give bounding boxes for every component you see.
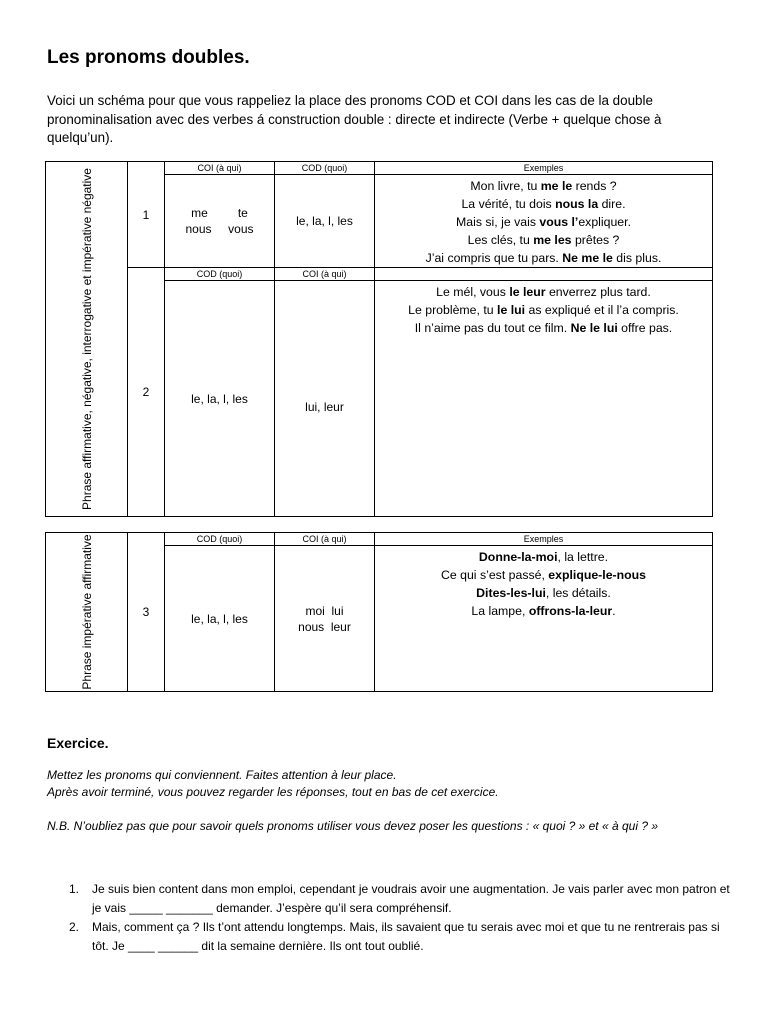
row-number-3: 3 xyxy=(128,533,165,692)
question-item xyxy=(47,880,737,918)
table1-row1-col1-header: COI (à qui) xyxy=(165,162,275,175)
pronoun-highlight: me les xyxy=(533,233,572,247)
table2-examples-header: Exemples xyxy=(375,533,713,546)
table2-coi-cell xyxy=(275,546,375,692)
coi-pronouns-line1: me te xyxy=(191,206,248,220)
pronoun-highlight: offrons-la-leur xyxy=(528,604,613,618)
pronoun-table-2 xyxy=(45,532,713,692)
question-text: Mais, comment ça ? Ils t’ont attendu longtemps. Mais, ils savaient que tu serais avec moi et que tu ne rentrerais pas si tôt. Je ____ ______ dit la semaine dernière. Ils ont tout oublié. xyxy=(92,920,720,953)
table2-examples xyxy=(375,546,713,692)
table1-side-label: Phrase affirmative, négative, interrogative et impérative négative xyxy=(79,168,94,510)
table1-row1-examples xyxy=(375,175,713,268)
question-item xyxy=(47,918,737,956)
question-list xyxy=(47,880,737,956)
exercise-instruction-1: Mettez les pronoms qui conviennent. Faites attention à leur place. xyxy=(47,768,397,782)
cod-pronouns: le, la, l, les xyxy=(296,214,353,228)
table1-examples-header: Exemples xyxy=(375,162,713,175)
pronoun-highlight: Ne le lui xyxy=(570,321,618,335)
coi-pronouns-row3-line2: nous leur xyxy=(298,619,351,634)
table1-row1-cod-cell xyxy=(275,175,375,268)
example-sentence: Mon livre, tu me le rends ? xyxy=(470,179,617,193)
exercise-note: N.B. N’oubliez pas que pour savoir quels pronoms utiliser vous devez poser les questions : « quoi ? » et « à qui ? » xyxy=(47,819,659,833)
table1-row1-col2-header: COD (quoi) xyxy=(275,162,375,175)
pronoun-highlight: le leur xyxy=(509,285,546,299)
example-sentence: Dites-les-lui, les détails. xyxy=(476,586,611,600)
example-sentence: Il n’aime pas du tout ce film. Ne le lui offre pas. xyxy=(414,321,673,335)
example-sentence: Les clés, tu me les prêtes ? xyxy=(467,233,620,247)
table2-side-label-cell xyxy=(46,533,128,692)
pronoun-highlight: me le xyxy=(540,179,573,193)
table1-row2-col2-header: COI (à qui) xyxy=(275,268,375,281)
example-sentence: La lampe, offrons-la-leur. xyxy=(471,604,616,618)
example-sentence: Donne-la-moi, la lettre. xyxy=(478,550,609,564)
table1-row2-examples xyxy=(375,281,713,517)
table1-row2-cod-cell xyxy=(165,281,275,517)
coi-pronouns-line2: nous vous xyxy=(185,222,254,236)
pronoun-highlight: vous l’ xyxy=(539,215,579,229)
pronoun-highlight: le lui xyxy=(497,303,526,317)
cod-pronouns-row2: le, la, l, les xyxy=(191,391,248,406)
table1-row1-coi-cell xyxy=(165,175,275,268)
cod-pronouns-row3: le, la, l, les xyxy=(191,611,248,626)
row-number-1: 1 xyxy=(128,162,165,268)
exercise-instruction-2: Après avoir terminé, vous pouvez regarder les réponses, tout en bas de cet exercice. xyxy=(47,785,499,799)
exercise-title: Exercice. xyxy=(47,735,109,751)
table2-cod-cell xyxy=(165,546,275,692)
table2-side-label: Phrase impérative affirmative xyxy=(79,534,94,690)
table1-side-label-cell xyxy=(46,162,128,517)
example-sentence: Mais si, je vais vous l’expliquer. xyxy=(456,215,631,229)
table1-row2-col1-header: COD (quoi) xyxy=(165,268,275,281)
coi-pronouns-row3-line1: moi lui xyxy=(305,603,344,618)
coi-pronouns-row2: lui, leur xyxy=(305,399,344,414)
pronoun-table-1 xyxy=(45,161,713,517)
pronoun-highlight: Ne me le xyxy=(562,251,613,265)
question-number: 2. xyxy=(69,920,80,934)
pronoun-highlight: Donne-la-moi xyxy=(478,550,558,564)
example-sentence: Ce qui s’est passé, explique-le-nous xyxy=(440,568,646,582)
example-sentence: Le mél, vous le leur enverrez plus tard. xyxy=(436,285,651,299)
question-number: 1. xyxy=(69,882,80,896)
example-sentence: J’ai compris que tu pars. Ne me le dis plus. xyxy=(425,251,662,265)
question-text: Je suis bien content dans mon emploi, cependant je voudrais avoir une augmentation. Je vais parler avec mon patron et je vais _____ _______ demander. J’espère qu’il sera compréhensif. xyxy=(92,882,730,915)
intro-paragraph: Voici un schéma pour que vous rappeliez la place des pronoms COD et COI dans les cas de la double pronominalisation avec des verbes á construction double : directe et indirecte (Verbe + quelque chose à quelqu’un). xyxy=(47,93,662,145)
table2-col2-header: COI (à qui) xyxy=(275,533,375,546)
pronoun-highlight: Dites-les-lui xyxy=(476,586,546,600)
pronoun-highlight: nous la xyxy=(555,197,599,211)
table1-row2-examples-header-empty xyxy=(375,268,713,281)
pronoun-highlight: explique-le-nous xyxy=(548,568,646,582)
row-number-2: 2 xyxy=(128,268,165,517)
example-sentence: La vérité, tu dois nous la dire. xyxy=(461,197,626,211)
example-sentence: Le problème, tu le lui as expliqué et il l’a compris. xyxy=(408,303,679,317)
table2-col1-header: COD (quoi) xyxy=(165,533,275,546)
table1-row2-coi-cell xyxy=(275,281,375,517)
page-title: Les pronoms doubles. xyxy=(47,47,250,68)
